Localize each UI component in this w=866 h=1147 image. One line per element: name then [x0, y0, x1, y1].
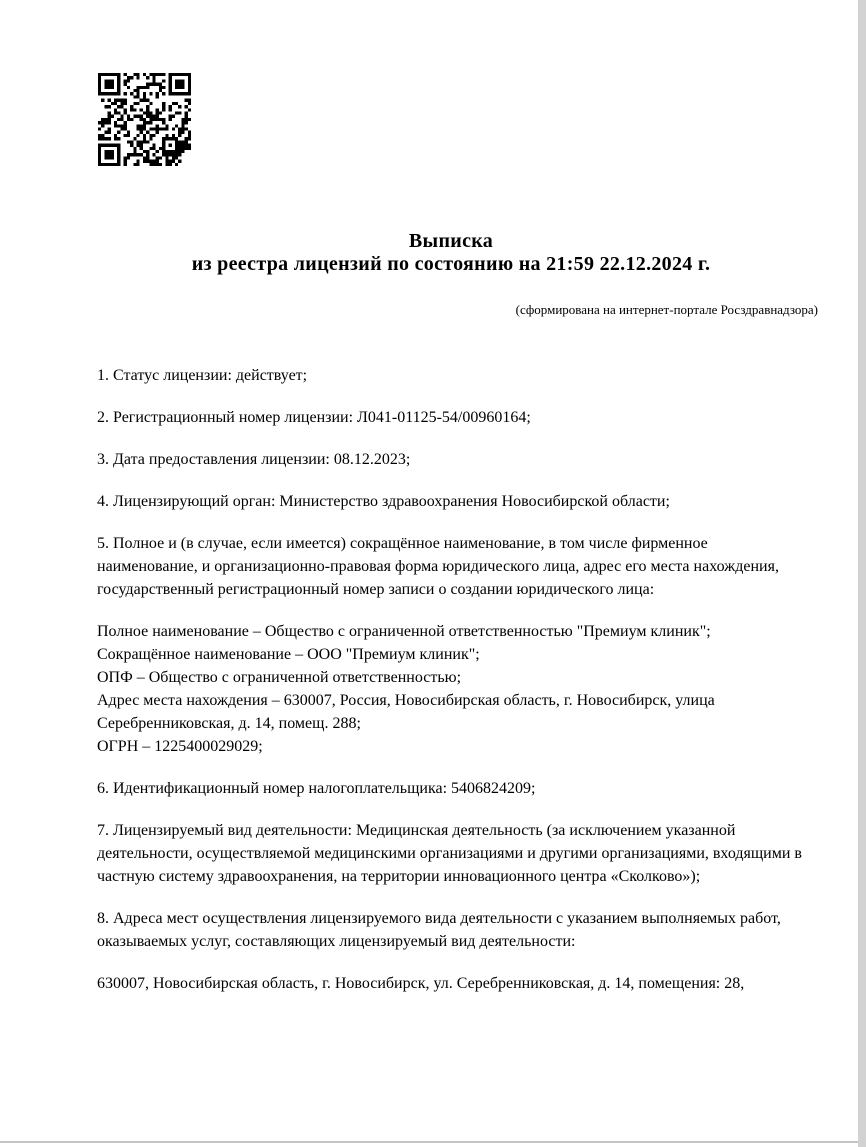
org-address: Адрес места нахождения – 630007, Россия, Новосибирская область, г. Новосибирск, улица Серебренниковская, д. 14, помещ. 288; — [97, 692, 715, 732]
qr-code-icon — [98, 73, 191, 166]
document-title: Выписка — [408, 230, 494, 252]
generated-note: (сформирована на интернет-портале Росздравнадзора) — [515, 302, 818, 317]
paragraph-name-intro: 5. Полное и (в случае, если имеется) сокращённое наименование, в том числе фирменное наименование, и организационно-правовая форма юридического лица, адрес его места нахождения, государственный регистрационный номер записи о создании юридического лица: — [97, 535, 779, 598]
paragraph-licensing-authority: 4. Лицензирующий орган: Министерство здравоохранения Новосибирской области; — [97, 493, 670, 510]
org-full-name: Полное наименование – Общество с ограниченной ответственностью "Премиум клиник"; — [97, 623, 711, 640]
page-bottom-edge-line — [0, 1141, 858, 1143]
org-ogrn: ОГРН – 1225400029029; — [97, 738, 263, 755]
document-title-block — [97, 230, 805, 276]
page-right-edge-band — [858, 0, 866, 1147]
paragraph-activity-address: 630007, Новосибирская область, г. Новосибирск, ул. Серебренниковская, д. 14, помещения: 28, — [97, 975, 745, 992]
paragraph-grant-date: 3. Дата предоставления лицензии: 08.12.2023; — [97, 451, 411, 468]
paragraph-license-status: 1. Статус лицензии: действует; — [97, 367, 308, 384]
paragraph-licensed-activity: 7. Лицензируемый вид деятельности: Медицинская деятельность (за исключением указанной деятельности, осуществляемой медицинскими организациями и другими организациями, входящими в частную систему здравоохранения, на территории инновационного центра «Сколково»); — [97, 822, 802, 885]
paragraph-inn: 6. Идентификационный номер налогоплательщика: 5406824209; — [97, 780, 536, 797]
paragraph-registration-number: 2. Регистрационный номер лицензии: Л041-01125-54/00960164; — [97, 409, 531, 426]
org-legal-form: ОПФ – Общество с ограниченной ответственностью; — [97, 669, 462, 686]
org-short-name: Сокращённое наименование – ООО "Премиум клиник"; — [97, 646, 480, 663]
paragraph-addresses-intro: 8. Адреса мест осуществления лицензируемого вида деятельности с указанием выполняемых работ, оказываемых услуг, составляющих лицензируемый вид деятельности: — [97, 910, 781, 950]
org-details-block — [97, 620, 805, 758]
document-title-date-line: из реестра лицензий по состоянию на 21:59 22.12.2024 г. — [191, 253, 711, 275]
document-body — [97, 364, 805, 1014]
